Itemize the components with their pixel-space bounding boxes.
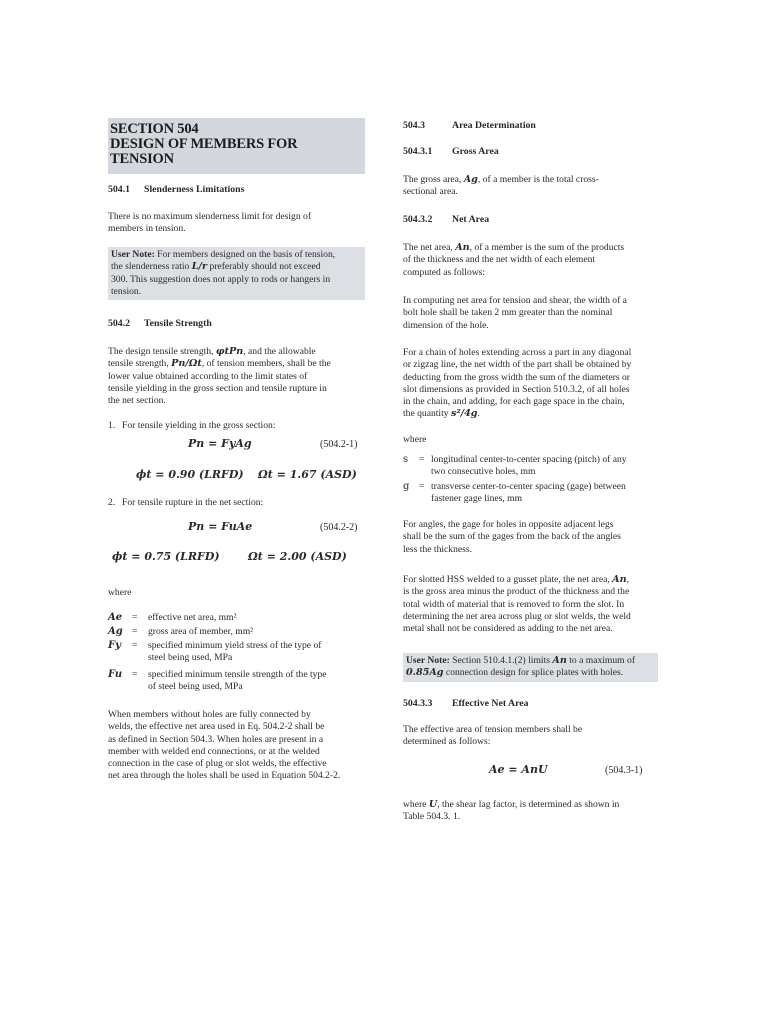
text-line: There is no maximum slenderness limit for design of [108, 211, 312, 222]
text-line: less the thickness. [403, 543, 473, 555]
user-note-splice-plates [403, 653, 658, 682]
text-line: of steel being used, MPa [148, 681, 243, 693]
equation-504-2-1-factors [108, 469, 365, 485]
paragraph-slotted-hss [403, 574, 658, 635]
text-line: For a chain of holes extending across a part in any diagonal [403, 347, 632, 358]
list-text: For tensile rupture in the net section: [122, 497, 264, 508]
heading-title: Slenderness Limitations [144, 184, 245, 195]
text-line: specified minimum tensile strength of the type [148, 669, 327, 680]
equation-number: (504.3-1) [605, 765, 643, 776]
definition-symbol: g [403, 481, 410, 492]
heading-title: Gross Area [452, 146, 499, 157]
heading-504-3-2 [403, 214, 658, 226]
heading-number: 504.2 [108, 318, 131, 329]
definition-list [108, 612, 365, 708]
text-line: bolt hole shall be taken 2 mm greater than the nominal [403, 307, 613, 319]
heading-title: Area Determination [452, 120, 536, 131]
definition-equals: = [419, 481, 425, 492]
paragraph-chain-of-holes [403, 347, 658, 421]
text-line: welds, the effective net area used in Eq. 504.2-2 shall be [108, 721, 325, 733]
equation-text: Pn = FyAg [188, 437, 252, 450]
math-085ag: 0.85Ag [406, 667, 444, 679]
paragraph-net-area [403, 242, 658, 279]
heading-title: Effective Net Area [452, 698, 529, 709]
paragraph-bolt-hole [403, 295, 658, 332]
text-line: 300. This suggestion does not apply to rods or hangers in [111, 273, 331, 285]
definition-symbol: Ae [108, 612, 123, 623]
text-line: net area through the holes shall be used in Equation 504.2-2. [108, 770, 341, 782]
text-span: , of tension members, shall be the [201, 358, 331, 370]
text-line: tensile yielding in the gross section and tensile rupture in [108, 382, 327, 394]
math-an: An [455, 242, 470, 253]
definition-equals: = [132, 626, 138, 637]
list-item-2 [108, 497, 365, 509]
text-line: tension. [111, 285, 142, 297]
text-line: as defined in Section 504.3. When holes are present in a [108, 733, 324, 745]
text-span: . [477, 408, 480, 420]
section-header [108, 118, 365, 174]
text-line: or zigzag line, the net width of the part shall be obtained by [403, 359, 632, 371]
text-span: , of a member is the sum of the products [469, 242, 625, 253]
definition-equals: = [419, 454, 425, 465]
text-span: the slenderness ratio [111, 261, 192, 273]
text-span: The design tensile strength, [108, 346, 216, 357]
text-span: , the shear lag factor, is determined as shown in [437, 799, 620, 810]
definition-text: effective net area, mm² [148, 612, 237, 623]
text-line: slot dimensions as provided in Section 510.3.2, of all holes [403, 383, 630, 395]
equation-504-2-2-factors [108, 551, 365, 567]
text-line: is the gross area minus the product of the thickness and the [403, 586, 630, 598]
math-pn-omega: Pn/Ωt [171, 358, 202, 370]
paragraph-tensile-strength [108, 346, 365, 407]
text-line: of the thickness and the net width of each element [403, 254, 596, 266]
text-span: The net area, [403, 242, 456, 253]
math-an: An [552, 655, 567, 666]
omega-asd: Ωt = 2.00 (ASD) [248, 550, 347, 563]
definition-symbol: s [403, 454, 409, 465]
text-line: member with welded end connections, or at the welded [108, 745, 320, 757]
text-span: tensile strength, [108, 358, 172, 370]
text-line: two consecutive holes, mm [431, 466, 536, 478]
omega-asd: Ωt = 1.67 (ASD) [258, 468, 357, 481]
text-line: deducting from the gross width the sum of the diameters or [403, 371, 631, 383]
paragraph-effective-area [403, 724, 658, 749]
list-item-1 [108, 420, 365, 432]
text-span: The gross area, [403, 174, 464, 185]
text-line: members in tension. [108, 223, 186, 235]
text-line: lower value obtained according to the limit states of [108, 370, 308, 382]
text-line: connection in the case of plug or slot welds, the effective [108, 758, 327, 770]
equation-504-3-1 [403, 764, 658, 780]
phi-lrfd: ϕt = 0.90 (LRFD) [136, 468, 244, 481]
text-span: connection design for splice plates with holes. [443, 667, 624, 679]
text-line: metal shall not be considered as adding to the net area. [403, 623, 613, 635]
heading-504-3-3 [403, 698, 658, 710]
where-label: where [403, 434, 427, 445]
definition-text [431, 481, 658, 506]
text-span: where [403, 799, 429, 810]
equation-504-2-2 [108, 521, 365, 537]
definition-equals: = [132, 669, 138, 680]
heading-504-1 [108, 184, 365, 196]
definition-text [148, 640, 365, 665]
text-line: transverse center-to-center spacing (gage) between [431, 481, 626, 492]
math-u: U [428, 799, 438, 810]
text-line: determined as follows: [403, 736, 491, 748]
text-line: fastener gage lines, mm [431, 493, 523, 505]
math-an: An [612, 574, 627, 585]
text-span: For members designed on the basis of tension, [154, 249, 336, 260]
definition-equals: = [132, 640, 138, 651]
heading-title: Tensile Strength [144, 318, 212, 329]
paragraph-angles [403, 519, 658, 556]
list-number: 2. [108, 497, 116, 508]
math-phi-pn: φtPn [215, 346, 244, 357]
text-span: , and the allowable [243, 346, 316, 357]
math-s2-4g: s²/4g [450, 408, 478, 420]
text-line: dimension of the hole. [403, 319, 489, 331]
heading-504-2 [108, 318, 365, 330]
heading-number: 504.3 [403, 120, 426, 131]
text-line: the net section. [108, 395, 166, 407]
text-line: sectional area. [403, 186, 458, 198]
text-line: When members without holes are fully connected by [108, 709, 311, 720]
user-note-label: User Note: [406, 655, 450, 666]
paragraph-gross-area [403, 174, 658, 199]
equation-504-2-1 [108, 438, 365, 454]
equation-text: Ae = AnU [489, 763, 548, 776]
math-slenderness-ratio: L/r [191, 261, 208, 273]
heading-number: 504.3.3 [403, 698, 433, 709]
text-line: shall be the sum of the gages from the back of the angles [403, 531, 621, 543]
text-line: longitudinal center-to-center spacing (pitch) of any [431, 454, 627, 465]
paragraph-welded-members [108, 709, 365, 783]
text-line: The effective area of tension members shall be [403, 724, 583, 735]
text-span: For slotted HSS welded to a gusset plate, the net area, [403, 574, 613, 585]
equation-text: Pn = FuAe [188, 520, 253, 533]
section-title-line1: DESIGN OF MEMBERS FOR [110, 136, 298, 152]
math-ag: Ag [463, 174, 478, 185]
user-note-slenderness [108, 247, 365, 300]
text-span: , of a member is the total cross- [477, 174, 599, 185]
text-line: In computing net area for tension and shear, the width of a [403, 295, 627, 306]
text-line: computed as follows: [403, 266, 486, 278]
text-span: to a maximum of [566, 655, 636, 666]
heading-number: 504.1 [108, 184, 131, 195]
text-line: specified minimum yield stress of the type of [148, 640, 322, 651]
definition-text: gross area of member, mm² [148, 626, 254, 637]
section-number: SECTION 504 [110, 121, 199, 137]
list-text: For tensile yielding in the gross section: [122, 420, 276, 431]
paragraph-slenderness [108, 211, 365, 236]
text-line: Table 504.3. 1. [403, 811, 461, 823]
user-note-label: User Note: [111, 249, 155, 260]
text-line: determining the net area across plug or slot welds, the weld [403, 610, 631, 622]
text-span: , [626, 574, 629, 585]
paragraph-shear-lag [403, 799, 658, 824]
section-title-line2: TENSION [110, 151, 174, 167]
definition-symbol: Ag [108, 626, 123, 637]
definition-symbol: Fu [108, 669, 123, 680]
definition-text [148, 669, 365, 694]
heading-number: 504.3.1 [403, 146, 433, 157]
list-number: 1. [108, 420, 116, 431]
text-span: preferably should not exceed [207, 261, 321, 273]
text-span: the quantity [403, 408, 451, 420]
heading-number: 504.3.2 [403, 214, 433, 225]
definition-text [431, 454, 658, 479]
heading-title: Net Area [452, 214, 490, 225]
heading-504-3 [403, 120, 658, 132]
text-line: steel being used, MPa [148, 652, 233, 664]
text-span: Section 510.4.1.(2) limits [449, 655, 553, 666]
definition-equals: = [132, 612, 138, 623]
where-label: where [108, 587, 132, 598]
equation-number: (504.2-2) [320, 522, 358, 533]
phi-lrfd: ϕt = 0.75 (LRFD) [112, 550, 220, 563]
text-line: For angles, the gage for holes in opposite adjacent legs [403, 519, 614, 530]
text-line: total width of material that is removed to form the slot. In [403, 598, 625, 610]
definition-list [403, 454, 658, 508]
heading-504-3-1 [403, 146, 658, 158]
text-line: in the chain, and adding, for each gage space in the chain, [403, 396, 625, 408]
definition-symbol: Fy [108, 640, 121, 651]
equation-number: (504.2-1) [320, 439, 358, 450]
